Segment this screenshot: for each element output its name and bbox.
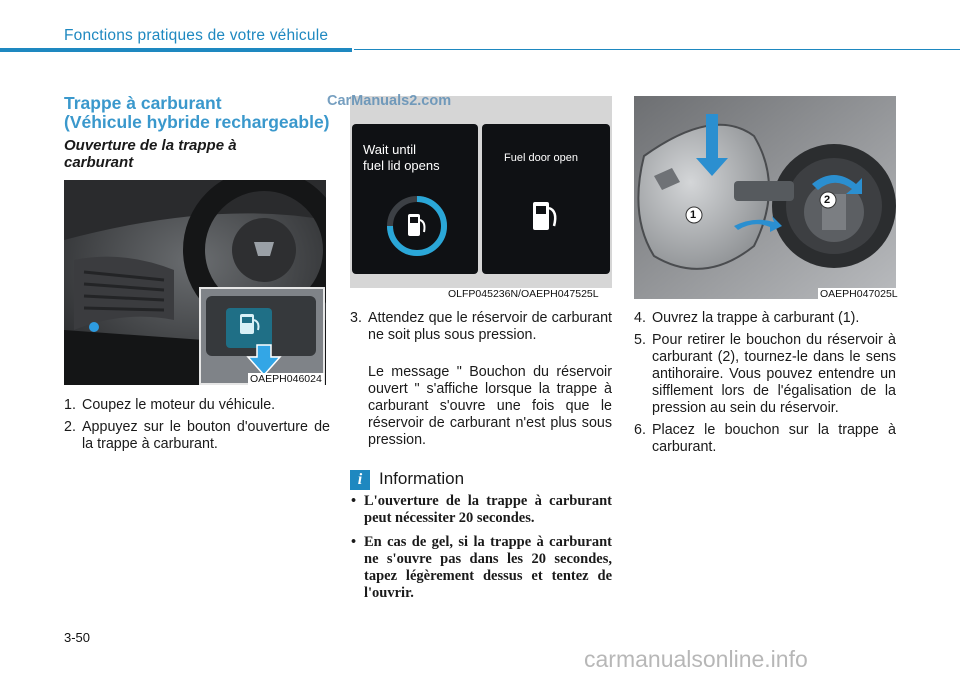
list-item [634,422,896,456]
list-item [350,534,612,602]
info-icon: i [350,470,370,490]
bullet: • [351,534,357,550]
step-number: 1. [64,397,76,413]
header-accent-bar [0,48,352,52]
step-text: Placez le bouchon sur la trappe à carburant. [652,422,896,455]
display2-message: Fuel door open [504,152,578,164]
list-item [350,310,612,344]
subsection-title [64,137,336,171]
list-item [64,419,330,453]
display1-message [363,142,440,174]
step-number: 6. [634,422,646,438]
subtitle-line-1: Ouverture de la trappe à [64,137,237,154]
title-line-1: Trappe à carburant [64,93,222,113]
list-item [634,310,896,327]
bullet: • [351,493,357,509]
display1-line-2: fuel lid opens [363,158,440,173]
step-text: Appuyez sur le bouton d'ouverture de la trappe à carburant. [82,419,330,452]
image-code-right: OAEPH047025L [820,288,898,300]
dashboard-photo [64,180,326,385]
page-number: 3-50 [64,630,91,645]
step-text: Pour retirer le bouchon du réservoir à carburant (2), tournez-le dans le sens antihoraire. Vous pouvez entendre un sifflement lors de l'égalisation de la pression au sein du réservoir. [652,332,896,416]
callout-2: 2 [824,194,831,206]
step-text: Coupez le moteur du véhicule. [82,397,276,413]
info-title: Information [379,469,465,488]
step-number: 3. [350,310,362,326]
section-header: Fonctions pratiques de votre véhicule [64,27,329,44]
display1-line-1: Wait until [363,142,416,157]
list-item [634,332,896,417]
subtitle-line-2: carburant [64,154,134,171]
steps-right-list [634,310,896,461]
page-title [64,94,336,132]
fuel-door-photo [634,96,896,299]
list-item [64,397,330,414]
info-list [350,493,612,609]
callout-1: 1 [690,209,697,221]
step-number: 4. [634,310,646,326]
steps-middle-list [350,310,612,349]
list-item [350,493,612,527]
step-number: 2. [64,419,76,435]
step-text: Ouvrez la trappe à carburant (1). [652,310,860,326]
info-item-text: L'ouverture de la trappe à carburant peut nécessiter 20 secondes. [364,493,612,526]
title-line-2: (Véhicule hybride rechargeable) [64,112,330,132]
cluster-displays-image [350,96,612,288]
watermark-bottom: carmanualsonline.info [584,646,808,672]
step-text: Attendez que le réservoir de carburant ne soit plus sous pression. [368,310,612,343]
steps-left-list [64,397,330,458]
info-item-text: En cas de gel, si la trappe à carburant ne s'ouvre pas dans les 20 secondes, tapez légèrement dessus et tentez de l'ouvrir. [364,534,612,601]
status-paragraph: Le message " Bouchon du réservoir ouvert " s'affiche lorsque la trappe à carburant s'ouvre une fois que le réservoir de carburant n'est plus sous pression. [368,364,612,448]
watermark-top: CarManuals2.com [327,93,452,109]
image-code-left: OAEPH046024 [250,373,322,385]
header-rule [354,49,960,50]
image-code-middle: OLFP045236N/OAEPH047525L [448,288,599,300]
step-number: 5. [634,332,646,348]
